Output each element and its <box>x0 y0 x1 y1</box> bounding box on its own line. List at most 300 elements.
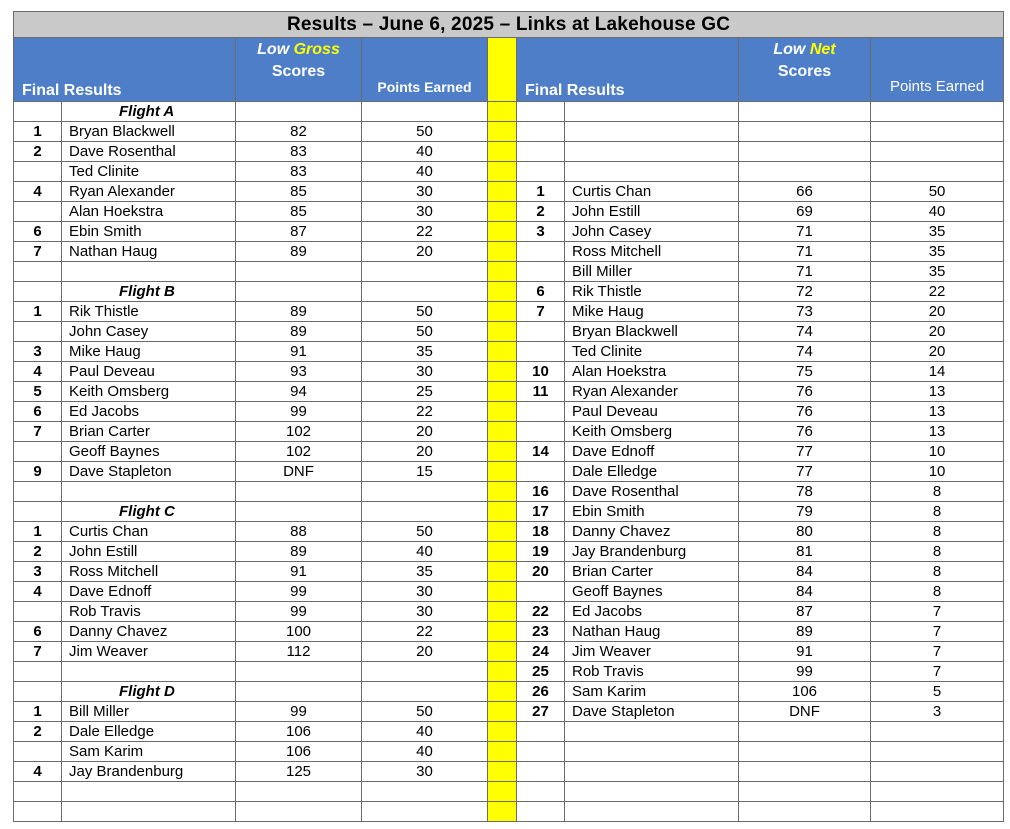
right-score: 79 <box>739 502 871 522</box>
table-row <box>14 602 1004 622</box>
left-player-name: Jay Brandenburg <box>62 762 236 782</box>
yellow-divider <box>488 182 517 202</box>
right-position <box>517 782 565 802</box>
right-position: 27 <box>517 702 565 722</box>
right-position: 3 <box>517 222 565 242</box>
table-row <box>14 262 1004 282</box>
left-position <box>14 782 62 802</box>
left-player-name: Geoff Baynes <box>62 442 236 462</box>
table-row <box>14 322 1004 342</box>
left-score: 91 <box>236 342 362 362</box>
right-player-name: John Estill <box>565 202 739 222</box>
left-score <box>236 682 362 702</box>
table-row <box>14 442 1004 462</box>
left-score: 89 <box>236 542 362 562</box>
yellow-divider <box>488 762 517 782</box>
left-player-name: Keith Omsberg <box>62 382 236 402</box>
right-position: 24 <box>517 642 565 662</box>
right-score: 76 <box>739 382 871 402</box>
right-player-name <box>565 122 739 142</box>
table-row <box>14 122 1004 142</box>
left-score: 89 <box>236 322 362 342</box>
right-position: 11 <box>517 382 565 402</box>
table-row <box>14 422 1004 442</box>
right-player-name: Bill Miller <box>565 262 739 282</box>
right-points: 3 <box>871 702 1004 722</box>
table-row <box>14 682 1004 702</box>
right-player-name: John Casey <box>565 222 739 242</box>
right-player-name: Ed Jacobs <box>565 602 739 622</box>
right-position <box>517 242 565 262</box>
left-position <box>14 102 62 122</box>
table-row <box>14 782 1004 802</box>
left-player-name: Sam Karim <box>62 742 236 762</box>
table-row <box>14 762 1004 782</box>
right-position: 7 <box>517 302 565 322</box>
right-position: 18 <box>517 522 565 542</box>
left-position: 1 <box>14 122 62 142</box>
left-score: 99 <box>236 702 362 722</box>
right-score: 73 <box>739 302 871 322</box>
right-player-name <box>565 102 739 122</box>
right-score: 71 <box>739 222 871 242</box>
header-row <box>14 38 1004 102</box>
right-player-name: Geoff Baynes <box>565 582 739 602</box>
left-score <box>236 782 362 802</box>
right-points: 8 <box>871 562 1004 582</box>
table-row <box>14 362 1004 382</box>
left-position <box>14 482 62 502</box>
yellow-divider <box>488 682 517 702</box>
right-player-name: Ebin Smith <box>565 502 739 522</box>
left-points <box>362 682 488 702</box>
right-score: 75 <box>739 362 871 382</box>
right-player-name: Curtis Chan <box>565 182 739 202</box>
right-points <box>871 122 1004 142</box>
left-player-name <box>62 782 236 802</box>
left-points: 50 <box>362 122 488 142</box>
left-position: 9 <box>14 462 62 482</box>
left-position: 4 <box>14 182 62 202</box>
left-points-header: Points Earned <box>362 38 488 102</box>
right-score: 71 <box>739 262 871 282</box>
table-row <box>14 182 1004 202</box>
right-score: 80 <box>739 522 871 542</box>
right-score <box>739 762 871 782</box>
left-score: 88 <box>236 522 362 542</box>
left-points: 40 <box>362 742 488 762</box>
left-player-name: Ross Mitchell <box>62 562 236 582</box>
right-points: 22 <box>871 282 1004 302</box>
left-player-name: Ed Jacobs <box>62 402 236 422</box>
right-score: 84 <box>739 582 871 602</box>
right-score: 106 <box>739 682 871 702</box>
right-score: 76 <box>739 402 871 422</box>
left-player-name: Curtis Chan <box>62 522 236 542</box>
right-position: 14 <box>517 442 565 462</box>
table-row <box>14 102 1004 122</box>
table-row <box>14 142 1004 162</box>
left-gross-label: Gross <box>293 41 340 58</box>
right-points: 35 <box>871 262 1004 282</box>
table-row <box>14 662 1004 682</box>
left-position: 4 <box>14 762 62 782</box>
right-position: 22 <box>517 602 565 622</box>
right-points: 8 <box>871 542 1004 562</box>
right-player-name: Brian Carter <box>565 562 739 582</box>
right-points <box>871 722 1004 742</box>
right-score: 91 <box>739 642 871 662</box>
left-player-name: Jim Weaver <box>62 642 236 662</box>
yellow-divider <box>488 282 517 302</box>
table-row <box>14 242 1004 262</box>
yellow-divider <box>488 322 517 342</box>
right-points <box>871 142 1004 162</box>
left-position: 6 <box>14 222 62 242</box>
right-position: 10 <box>517 362 565 382</box>
table-row <box>14 562 1004 582</box>
left-position: 4 <box>14 362 62 382</box>
right-position: 19 <box>517 542 565 562</box>
right-player-name: Bryan Blackwell <box>565 322 739 342</box>
left-score: 83 <box>236 142 362 162</box>
left-position <box>14 262 62 282</box>
left-score <box>236 102 362 122</box>
right-player-name: Ryan Alexander <box>565 382 739 402</box>
right-score <box>739 802 871 822</box>
right-points: 7 <box>871 642 1004 662</box>
left-points: 22 <box>362 222 488 242</box>
right-score <box>739 782 871 802</box>
left-points: 22 <box>362 402 488 422</box>
left-position: 2 <box>14 542 62 562</box>
right-score: 77 <box>739 442 871 462</box>
left-position: 4 <box>14 582 62 602</box>
right-score <box>739 742 871 762</box>
left-low-label: Low <box>257 41 290 58</box>
right-position <box>517 142 565 162</box>
right-player-name: Danny Chavez <box>565 522 739 542</box>
left-score <box>236 282 362 302</box>
left-score: 99 <box>236 582 362 602</box>
right-points: 50 <box>871 182 1004 202</box>
flight-label: Flight D <box>62 682 236 702</box>
left-score: 100 <box>236 622 362 642</box>
yellow-divider <box>488 422 517 442</box>
right-player-name: Jim Weaver <box>565 642 739 662</box>
right-position <box>517 802 565 822</box>
right-points: 40 <box>871 202 1004 222</box>
left-position <box>14 802 62 822</box>
table-row <box>14 162 1004 182</box>
left-points: 20 <box>362 242 488 262</box>
left-player-name: Rik Thistle <box>62 302 236 322</box>
left-score: 99 <box>236 602 362 622</box>
table-row <box>14 582 1004 602</box>
left-points: 30 <box>362 582 488 602</box>
right-points: 20 <box>871 342 1004 362</box>
right-points: 7 <box>871 622 1004 642</box>
right-score: 69 <box>739 202 871 222</box>
right-player-name: Sam Karim <box>565 682 739 702</box>
right-points: 8 <box>871 582 1004 602</box>
right-points <box>871 802 1004 822</box>
yellow-divider <box>488 742 517 762</box>
left-scores-label: Scores <box>271 63 326 80</box>
yellow-divider <box>488 362 517 382</box>
left-player-name: Ted Clinite <box>62 162 236 182</box>
right-score <box>739 122 871 142</box>
yellow-divider <box>488 462 517 482</box>
yellow-divider <box>488 402 517 422</box>
right-position <box>517 342 565 362</box>
right-score: 87 <box>739 602 871 622</box>
left-score: 125 <box>236 762 362 782</box>
left-player-name: Mike Haug <box>62 342 236 362</box>
right-player-name: Dave Stapleton <box>565 702 739 722</box>
right-player-name: Dave Ednoff <box>565 442 739 462</box>
right-score: 76 <box>739 422 871 442</box>
results-sheet <box>13 11 1003 819</box>
left-player-name <box>62 662 236 682</box>
left-points: 40 <box>362 142 488 162</box>
right-score: DNF <box>739 702 871 722</box>
right-player-name <box>565 722 739 742</box>
right-points: 10 <box>871 442 1004 462</box>
right-points: 35 <box>871 242 1004 262</box>
left-points: 30 <box>362 182 488 202</box>
table-row <box>14 302 1004 322</box>
right-player-name <box>565 142 739 162</box>
left-player-name: Bill Miller <box>62 702 236 722</box>
left-score: 102 <box>236 422 362 442</box>
left-player-name: Dave Rosenthal <box>62 142 236 162</box>
left-points: 25 <box>362 382 488 402</box>
table-row <box>14 702 1004 722</box>
left-position: 1 <box>14 702 62 722</box>
right-position <box>517 582 565 602</box>
right-score: 89 <box>739 622 871 642</box>
right-player-name: Ted Clinite <box>565 342 739 362</box>
right-player-name: Keith Omsberg <box>565 422 739 442</box>
left-points <box>362 262 488 282</box>
table-row <box>14 222 1004 242</box>
left-position <box>14 742 62 762</box>
left-position <box>14 662 62 682</box>
flight-label: Flight B <box>62 282 236 302</box>
yellow-divider <box>488 442 517 462</box>
table-row <box>14 202 1004 222</box>
left-player-name: Paul Deveau <box>62 362 236 382</box>
right-scores-header <box>739 38 871 102</box>
left-position: 7 <box>14 422 62 442</box>
left-position: 1 <box>14 302 62 322</box>
left-points: 30 <box>362 602 488 622</box>
right-position: 1 <box>517 182 565 202</box>
left-score: 89 <box>236 242 362 262</box>
right-player-name: Rik Thistle <box>565 282 739 302</box>
right-points <box>871 102 1004 122</box>
right-net-label: Net <box>809 41 836 58</box>
left-points: 50 <box>362 702 488 722</box>
left-score <box>236 262 362 282</box>
yellow-divider <box>488 242 517 262</box>
left-score: DNF <box>236 462 362 482</box>
left-player-name: Dave Stapleton <box>62 462 236 482</box>
right-points: 20 <box>871 302 1004 322</box>
left-player-name: Ebin Smith <box>62 222 236 242</box>
left-score: 106 <box>236 722 362 742</box>
left-points <box>362 282 488 302</box>
right-position <box>517 102 565 122</box>
right-player-name: Jay Brandenburg <box>565 542 739 562</box>
yellow-divider <box>488 342 517 362</box>
left-position: 7 <box>14 642 62 662</box>
left-score: 87 <box>236 222 362 242</box>
right-points: 13 <box>871 382 1004 402</box>
left-player-name <box>62 262 236 282</box>
right-points-header: Points Earned <box>871 38 1004 102</box>
right-score: 77 <box>739 462 871 482</box>
left-points: 30 <box>362 762 488 782</box>
left-points <box>362 102 488 122</box>
left-position: 3 <box>14 342 62 362</box>
left-player-name: Danny Chavez <box>62 622 236 642</box>
right-score <box>739 142 871 162</box>
yellow-divider <box>488 382 517 402</box>
table-row <box>14 342 1004 362</box>
left-player-name: Dave Ednoff <box>62 582 236 602</box>
left-position: 2 <box>14 722 62 742</box>
yellow-divider <box>488 642 517 662</box>
right-player-name: Ross Mitchell <box>565 242 739 262</box>
left-player-name: Brian Carter <box>62 422 236 442</box>
table-row <box>14 402 1004 422</box>
yellow-divider <box>488 622 517 642</box>
left-points: 15 <box>362 462 488 482</box>
yellow-divider <box>488 782 517 802</box>
left-position: 3 <box>14 562 62 582</box>
flight-label: Flight A <box>62 102 236 122</box>
left-points: 40 <box>362 542 488 562</box>
table-row <box>14 642 1004 662</box>
right-low-label: Low <box>773 41 806 58</box>
right-position <box>517 462 565 482</box>
left-score <box>236 662 362 682</box>
left-score: 94 <box>236 382 362 402</box>
yellow-divider <box>488 122 517 142</box>
left-points: 30 <box>362 202 488 222</box>
right-points: 5 <box>871 682 1004 702</box>
right-position: 2 <box>517 202 565 222</box>
yellow-divider <box>488 202 517 222</box>
right-position: 16 <box>517 482 565 502</box>
right-score: 81 <box>739 542 871 562</box>
left-score: 85 <box>236 202 362 222</box>
right-points: 8 <box>871 482 1004 502</box>
left-position: 5 <box>14 382 62 402</box>
left-player-name: Dale Elledge <box>62 722 236 742</box>
left-score <box>236 802 362 822</box>
left-points: 40 <box>362 722 488 742</box>
right-points: 7 <box>871 662 1004 682</box>
left-points: 22 <box>362 622 488 642</box>
right-position <box>517 262 565 282</box>
right-player-name <box>565 782 739 802</box>
right-points: 13 <box>871 422 1004 442</box>
title-row <box>14 12 1004 38</box>
table-row <box>14 522 1004 542</box>
yellow-divider <box>488 522 517 542</box>
left-position <box>14 502 62 522</box>
left-score: 106 <box>236 742 362 762</box>
table-row <box>14 722 1004 742</box>
right-score: 74 <box>739 342 871 362</box>
right-position <box>517 322 565 342</box>
left-player-name: Alan Hoekstra <box>62 202 236 222</box>
right-player-name: Dave Rosenthal <box>565 482 739 502</box>
left-position <box>14 162 62 182</box>
yellow-divider <box>488 602 517 622</box>
table-row <box>14 462 1004 482</box>
right-points <box>871 162 1004 182</box>
right-score: 84 <box>739 562 871 582</box>
right-score: 71 <box>739 242 871 262</box>
left-position <box>14 202 62 222</box>
yellow-divider <box>488 262 517 282</box>
left-points: 35 <box>362 342 488 362</box>
left-player-name: Ryan Alexander <box>62 182 236 202</box>
right-position <box>517 742 565 762</box>
left-final-results-header: Final Results <box>14 38 236 102</box>
left-player-name: Bryan Blackwell <box>62 122 236 142</box>
left-score: 89 <box>236 302 362 322</box>
left-points <box>362 782 488 802</box>
right-position: 20 <box>517 562 565 582</box>
right-points: 35 <box>871 222 1004 242</box>
yellow-divider <box>488 582 517 602</box>
left-points <box>362 662 488 682</box>
left-score <box>236 482 362 502</box>
right-score <box>739 162 871 182</box>
right-player-name <box>565 802 739 822</box>
right-position: 26 <box>517 682 565 702</box>
left-points: 30 <box>362 362 488 382</box>
right-player-name: Rob Travis <box>565 662 739 682</box>
right-points <box>871 762 1004 782</box>
right-player-name: Nathan Haug <box>565 622 739 642</box>
right-scores-label: Scores <box>777 63 832 80</box>
yellow-divider <box>488 802 517 822</box>
left-score: 112 <box>236 642 362 662</box>
right-score: 74 <box>739 322 871 342</box>
right-position <box>517 422 565 442</box>
left-position <box>14 322 62 342</box>
right-player-name: Paul Deveau <box>565 402 739 422</box>
table-row <box>14 742 1004 762</box>
left-scores-header <box>236 38 362 102</box>
right-position <box>517 122 565 142</box>
yellow-divider <box>488 562 517 582</box>
right-points: 7 <box>871 602 1004 622</box>
left-position <box>14 602 62 622</box>
table-row <box>14 382 1004 402</box>
yellow-divider <box>488 222 517 242</box>
right-player-name <box>565 742 739 762</box>
table-row <box>14 542 1004 562</box>
left-score: 99 <box>236 402 362 422</box>
right-position: 25 <box>517 662 565 682</box>
